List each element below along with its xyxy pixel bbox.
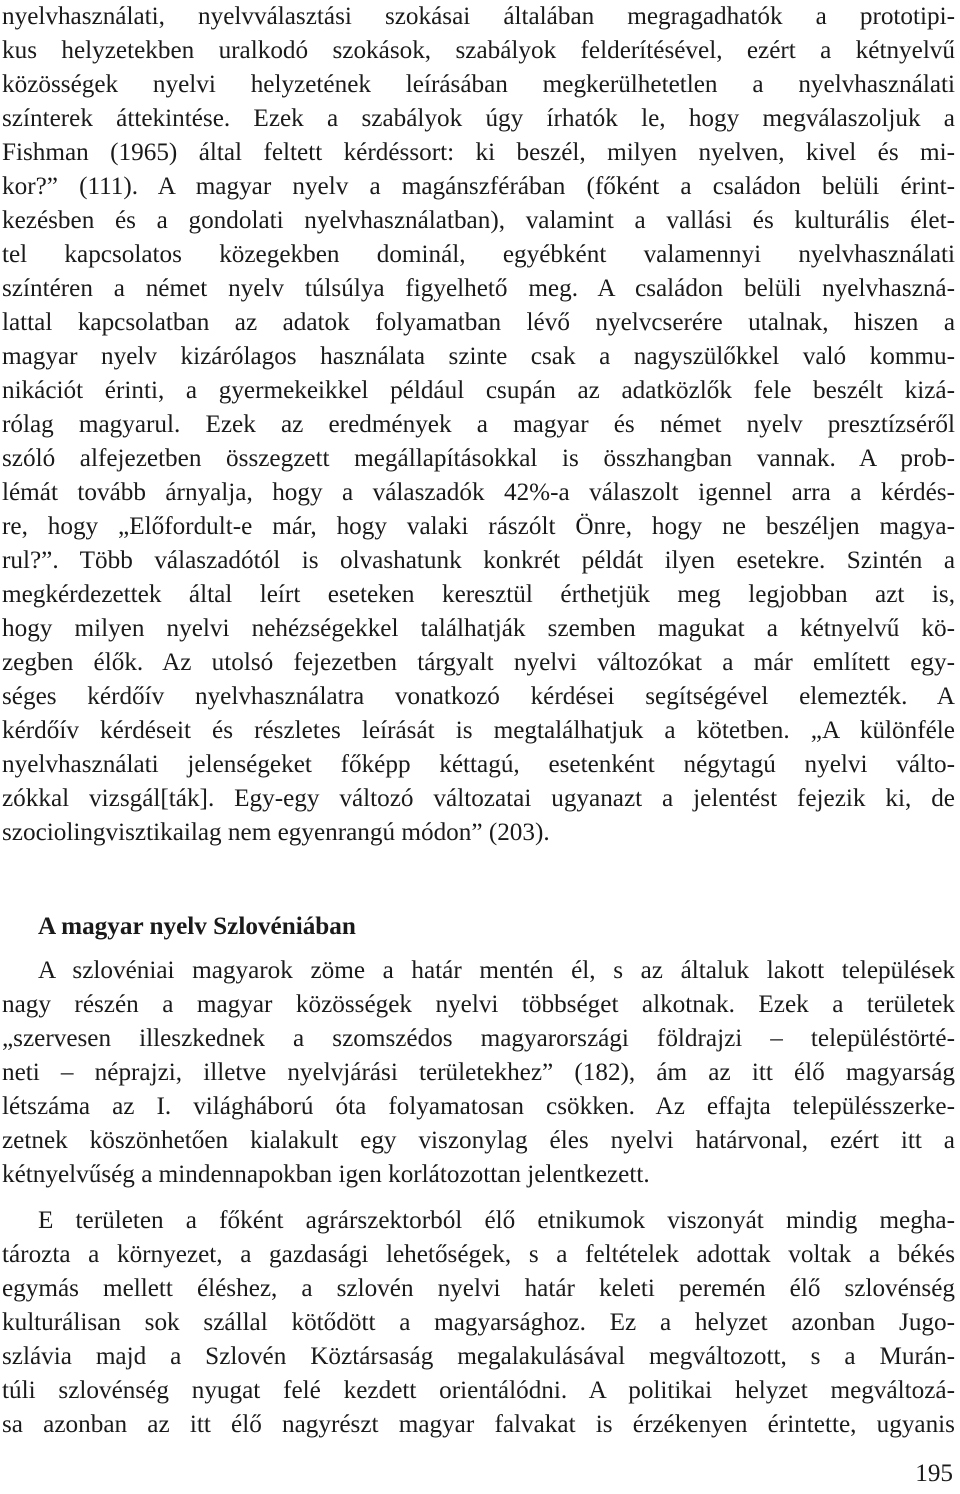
text-line: hogy milyen nyelvi nehézségekkel találhatják szemben magukat a kétnyelvű kö- bbox=[2, 615, 955, 642]
text-line: kétnyelvűség a mindennapokban igen korlátozottan jelentkezett. bbox=[2, 1161, 650, 1188]
text-line: létszáma az I. világháború óta folyamatosan csökken. Az effajta településszerke- bbox=[2, 1093, 955, 1120]
text-line: „szervesen illeszkednek a szomszédos magyarországi földrajzi – településtörté- bbox=[2, 1025, 955, 1052]
text-line: kulturálisan sok szállal kötődött a magyarsághoz. Ez a helyzet azonban Jugo- bbox=[2, 1309, 955, 1336]
text-line: nikációt érinti, a gyermekeikkel például csupán az adatközlők fele beszélt kizá- bbox=[2, 377, 955, 404]
text-line: közösségek nyelvi helyzetének leírásában megkerülhetetlen a nyelvhasználati bbox=[2, 71, 955, 98]
text-line: egymás mellett éléshez, a szlovén nyelvi határ keleti peremén élő szlovénség bbox=[2, 1275, 955, 1302]
text-line: séges kérdőív nyelvhasználatra vonatkozó kérdései segítségével elemezték. A bbox=[2, 683, 955, 710]
text-line: rólag magyarul. Ezek az eredmények a magyar és német nyelv presztízséről bbox=[2, 411, 955, 438]
text-line: sa azonban az itt élő nagyrészt magyar falvakat is érzékenyen érintette, ugyanis bbox=[2, 1411, 955, 1438]
text-line: kezésben és a gondolati nyelvhasználatban), valamint a vallási és kulturális élet- bbox=[2, 207, 955, 234]
text-line: kérdőív kérdéseit és részletes leírását is megtalálhatjuk a kötetben. „A különféle bbox=[2, 717, 955, 744]
page-number: 195 bbox=[915, 1460, 953, 1487]
text-line: nyelvhasználati jelenségeket főképp kéttagú, esetenként négytagú nyelvi válto- bbox=[2, 751, 955, 778]
text-line: zetnek köszönhetően kialakult egy viszonylag éles nyelvi határvonal, ezért itt a bbox=[2, 1127, 955, 1154]
text-line: zókkal vizsgál[ták]. Egy-egy változó változatai ugyanazt a jelentést fejezik ki, de bbox=[2, 785, 955, 812]
section-heading: A magyar nyelv Szlovéniában bbox=[38, 913, 356, 940]
text-line: szociolingvisztikailag nem egyenrangú módon” (203). bbox=[2, 819, 550, 846]
text-line: tel kapcsolatos közegekben dominál, egyébként valamennyi nyelvhasználati bbox=[2, 241, 955, 268]
text-line: E területen a főként agrárszektorból élő etnikumok viszonyát mindig megha- bbox=[38, 1207, 955, 1234]
text-line: szlávia majd a Szlovén Köztársaság megalakulásával megváltozott, s a Murán- bbox=[2, 1343, 955, 1370]
text-line: rul?”. Több válaszadótól is olvashatunk konkrét példát ilyen esetekre. Szintén a bbox=[2, 547, 955, 574]
text-line: nagy részén a magyar közösségek nyelvi többséget alkotnak. Ezek a területek bbox=[2, 991, 955, 1018]
text-line: lattal kapcsolatban az adatok folyamatban lévő nyelvcserére utalnak, hiszen a bbox=[2, 309, 955, 336]
text-line: tározta a környezet, a gazdasági lehetőségek, s a feltételek adottak voltak a békés bbox=[2, 1241, 955, 1268]
text-line: magyar nyelv kizárólagos használata szinte csak a nagyszülőkkel való kommu- bbox=[2, 343, 955, 370]
text-line: nyelvhasználati, nyelvválasztási szokásai általában megragadhatók a prototipi- bbox=[2, 3, 955, 30]
text-line: szóló alfejezetben összegzett megállapításokkal is összhangban vannak. A prob- bbox=[2, 445, 955, 472]
text-line: kus helyzetekben uralkodó szokások, szabályok felderítésével, ezért a kétnyelvű bbox=[2, 37, 955, 64]
text-line: zegben élők. Az utolsó fejezetben tárgyalt nyelvi változókat a már említett egy- bbox=[2, 649, 955, 676]
text-line: A szlovéniai magyarok zöme a határ mentén él, s az általuk lakott települések bbox=[38, 957, 955, 984]
text-line: kor?” (111). A magyar nyelv a magánszférában (főként a családon belüli érint- bbox=[2, 173, 955, 200]
text-line: lémát tovább árnyalja, hogy a válaszadók 42%-a válaszolt igennel arra a kérdés- bbox=[2, 479, 955, 506]
text-line: megkérdezettek által leírt eseteken keresztül érthetjük meg legjobban azt is, bbox=[2, 581, 955, 608]
text-line: túli szlovénség nyugat felé kezdett orientálódni. A politikai helyzet megváltozá- bbox=[2, 1377, 955, 1404]
text-line: neti – néprajzi, illetve nyelvjárási területekhez” (182), ám az itt élő magyarság bbox=[2, 1059, 955, 1086]
text-line: Fishman (1965) által feltett kérdéssort: ki beszél, milyen nyelven, kivel és mi- bbox=[2, 139, 955, 166]
text-line: színterek áttekintése. Ezek a szabályok úgy írhatók le, hogy megválaszoljuk a bbox=[2, 105, 955, 132]
text-line: re, hogy „Előfordult-e már, hogy valaki rászólt Önre, hogy ne beszéljen magya- bbox=[2, 513, 955, 540]
text-line: színtéren a német nyelv túlsúlya figyelhető meg. A családon belüli nyelvhaszná- bbox=[2, 275, 955, 302]
